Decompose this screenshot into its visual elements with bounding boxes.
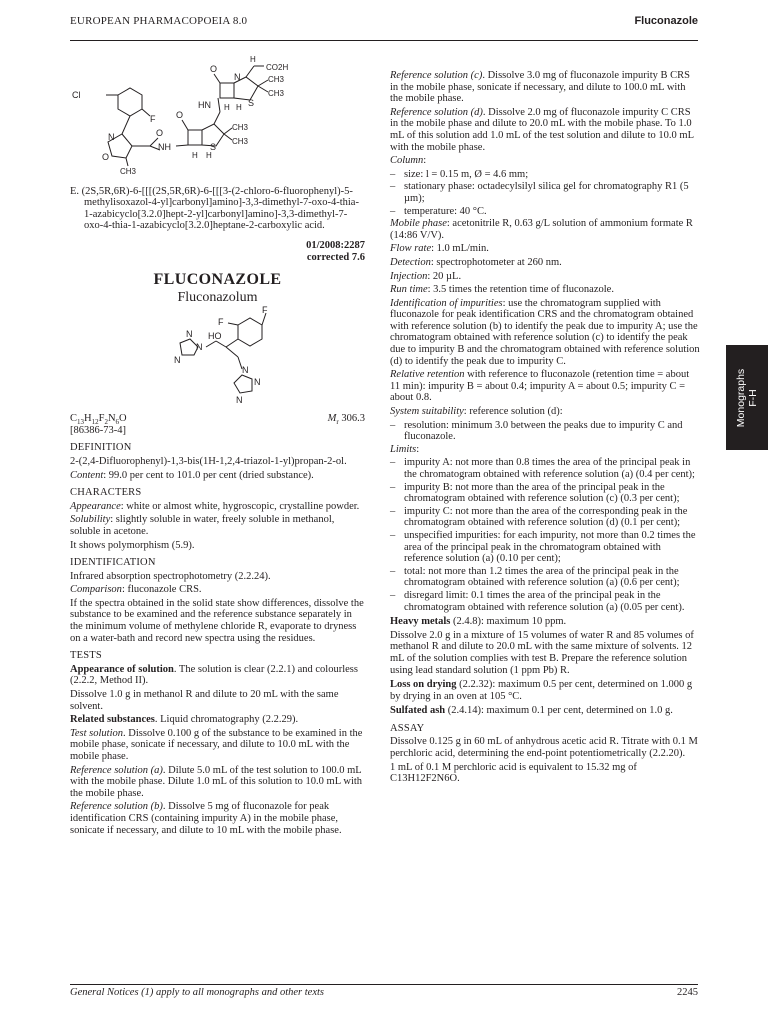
section-tab-label: Monographs F-H	[735, 368, 759, 427]
relative-molecular-mass: $M_r$ 306.3	[327, 412, 365, 426]
right-column	[390, 70, 700, 787]
dissolve-line: Dissolve 1.0 g in methanol R and dilute to 20 mL with the same solvent.	[70, 689, 339, 712]
structure-label-h-c: H	[224, 103, 230, 112]
fluconazole-label-n-e: N	[254, 377, 261, 388]
comparison-line: Comparison: fluconazole CRS.	[70, 584, 202, 596]
left-column	[70, 50, 365, 838]
monograph-reference: 01/2008:2287	[306, 239, 365, 251]
structure-label-f: F	[150, 114, 156, 124]
polymorphism-line: It shows polymorphism (5.9).	[70, 539, 195, 551]
structure-label-h-a: H	[192, 151, 198, 160]
structure-label-s-b: S	[248, 98, 255, 108]
structure-label-ch3-c: CH3	[232, 137, 249, 146]
fluconazole-structure	[70, 303, 365, 407]
footer-rule	[70, 984, 698, 985]
impurity-e-label: E.	[70, 185, 80, 197]
structure-label-h-e: H	[250, 55, 256, 64]
appearance-of-solution: Appearance of solution. The solution is clear (2.2.1) and colourless (2.2.2, Method II).	[70, 663, 358, 687]
appearance-line: Appearance: white or almost white, hygroscopic, crystalline powder.	[70, 500, 360, 512]
impurity-e-structure	[70, 50, 365, 178]
fluconazole-label-n-a: N	[196, 342, 203, 353]
molecular-formula-row	[70, 413, 365, 425]
identification-heading: IDENTIFICATION	[70, 557, 156, 569]
monograph-correction: corrected 7.6	[306, 251, 365, 263]
structure-label-o: O	[102, 152, 110, 162]
impurity-e-name: (2S,5R,6R)-6-[[[(2S,5R,6R)-6-[[[3-(2-chloro-6-fluorophenyl)-5-methylisoxazol-4-yl]carbonyl]amino]-3,3-dimethyl-7-oxo-4-thia-1-azabicyclo[3.2.0]hept-2-yl]carbonyl]amino]-3,3-dimethyl-7-oxo-4-thia-1-azabicyclo[3.2.0]heptane-2-carboxylic acid.	[81, 185, 359, 232]
structure-label-ch3-e: CH3	[268, 89, 285, 98]
run-time: Run time: 3.5 times the retention time of fluconazole.	[390, 284, 614, 296]
assay-heading: ASSAY	[390, 722, 425, 734]
structure-label-o-b: O	[156, 128, 164, 138]
limit-unspecified: – unspecified impurities: for each impurity, not more than 0.2 times the area of the principal peak in the chromatogram obtained with reference solution (a) (0.10 per cent);	[390, 530, 700, 565]
monograph-latin-name: Fluconazolum	[177, 289, 258, 305]
mobile-phase: Mobile phase: acetonitrile R, 0.63 g/L solution of ammonium formate R (14:86 V/V).	[390, 218, 693, 241]
reference-solution-a: Reference solution (a). Dilute 5.0 mL of the test solution to 100.0 mL with the mobile phase. Dilute 1.0 mL of this solution to 10.0 mL with the mobile phase.	[70, 764, 363, 799]
loss-on-drying: Loss on drying (2.2.32): maximum 0.5 per cent, determined on 1.000 g by drying in an oven at 105 °C.	[390, 679, 693, 702]
resolution: – resolution: minimum 3.0 between the peaks due to impurity C and fluconazole.	[390, 420, 700, 443]
limit-impurity-a: – impurity A: not more than 0.8 times the area of the principal peak in the chromatogram obtained with reference solution (a) (0.4 per cent);	[390, 457, 700, 480]
tests-heading: TESTS	[70, 650, 102, 662]
molecular-formula: $C_{13}H_{12}F_2N_6O$	[70, 412, 127, 426]
fluconazole-label-f-a: F	[262, 305, 268, 316]
column-heading: Column:	[390, 155, 427, 167]
fluconazole-label-n-f: N	[236, 395, 243, 406]
fluconazole-label-f-b: F	[218, 317, 224, 328]
injection: Injection: 20 µL.	[390, 270, 462, 282]
monograph-title: FLUCONAZOLE	[153, 270, 282, 288]
column-stationary-phase: – stationary phase: octadecylsilyl silica gel for chromatography R1 (5 µm);	[390, 181, 700, 204]
system-suitability: System suitability: reference solution (d):	[390, 406, 563, 418]
structure-label-nh: NH	[158, 142, 171, 152]
fluconazole-label-n-d: N	[242, 365, 249, 376]
structure-label-n: N	[108, 132, 115, 142]
ir-line: Infrared absorption spectrophotometry (2.2.24).	[70, 570, 271, 582]
structure-label-o-d: O	[210, 64, 218, 74]
fluconazole-label-ho: HO	[208, 331, 222, 342]
reference-solution-d: Reference solution (d). Dissolve 2.0 mg of fluconazole impurity C CRS in the mobile phase and dilute to 20.0 mL with the mobile phase. To 1.0 mL of this solution add 1.0 mL of the test solution and dilute to 10.0 mL with the mobile phase.	[390, 106, 694, 153]
heavy-metals-procedure: Dissolve 2.0 g in a mixture of 15 volumes of water R and 85 volumes of methanol R and dilute to 20.0 mL with the same mixture of solvents. 12 mL of the solution complies with test B. Prepare the reference solution using lead standard solution (1 ppm Pb) R.	[390, 629, 694, 676]
relative-retention: Relative retention with reference to fluconazole (retention time = about 11 min): impurity B = about 0.4; impurity A = about 0.5; impurity C = about 0.8.	[390, 369, 690, 404]
limit-impurity-b: – impurity B: not more than the area of the principal peak in the chromatogram obtained with reference solution (c) (0.3 per cent);	[390, 482, 700, 505]
section-tab	[726, 345, 768, 450]
characters-heading: CHARACTERS	[70, 487, 142, 499]
structure-label-co2h: CO2H	[266, 63, 289, 72]
header-rule	[70, 40, 698, 41]
impurity-e-entry	[70, 186, 365, 232]
solubility-line: Solubility: slightly soluble in water, freely soluble in methanol, soluble in acetone.	[70, 514, 335, 537]
definition-heading: DEFINITION	[70, 442, 132, 454]
limit-disregard: – disregard limit: 0.1 times the area of the principal peak in the chromatogram obtained with reference solution (a) (0.05 per cent).	[390, 590, 700, 613]
reference-solution-b: Reference solution (b). Dissolve 5 mg of fluconazole for peak identification CRS (containing impurity A) in the mobile phase, sonicate if necessary, and dilute to 10 mL with the mobile phase.	[70, 801, 342, 836]
sulfated-ash: Sulfated ash (2.4.14): maximum 0.1 per cent, determined on 1.0 g.	[390, 705, 673, 717]
structure-label-ch3-b: CH3	[232, 123, 249, 132]
fluconazole-label-n-b: N	[186, 329, 193, 340]
header-publication: EUROPEAN PHARMACOPOEIA 8.0	[70, 15, 248, 27]
fluconazole-label-n-c: N	[174, 355, 181, 366]
structure-label-ch3-a: CH3	[120, 167, 137, 176]
column-temperature: – temperature: 40 °C.	[390, 206, 700, 218]
detection: Detection: spectrophotometer at 260 nm.	[390, 256, 562, 268]
page-number: 2245	[677, 987, 698, 998]
structure-label-h-d: H	[236, 103, 242, 112]
identification-text: If the spectra obtained in the solid state show differences, dissolve the substance to be examined and the reference substance separately in the minimum volume of methylene chloride R, evaporate to dryness on a water-bath and record new spectra using the residues.	[70, 597, 364, 644]
content-line: Content: 99.0 per cent to 101.0 per cent (dried substance).	[70, 469, 314, 481]
structure-label-h-b: H	[206, 151, 212, 160]
reference-solution-c: Reference solution (c). Dissolve 3.0 mg of fluconazole impurity B CRS in the mobile phase, sonicate if necessary, and dilute to 100.0 mL with the mobile phase.	[390, 70, 690, 105]
running-header	[70, 16, 698, 34]
limits-heading: Limits:	[390, 443, 420, 455]
assay-text: Dissolve 0.125 g in 60 mL of anhydrous acetic acid R. Titrate with 0.1 M perchloric acid, determining the end-point potentiometrically (2.2.20).	[390, 736, 698, 760]
structure-label-s-a: S	[210, 142, 217, 152]
structure-label-n-b: N	[234, 72, 241, 82]
structure-label-o-c: O	[176, 110, 184, 120]
structure-label-hn: HN	[198, 100, 211, 110]
related-substances: Related substances. Liquid chromatography (2.2.29).	[70, 714, 299, 726]
limit-impurity-c: – impurity C: not more than the area of the corresponding peak in the chromatogram obtained with reference solution (d) (0.1 per cent);	[390, 506, 700, 529]
test-solution: Test solution. Dissolve 0.100 g of the substance to be examined in the mobile phase, sonicate if necessary, and dilute to 10.0 mL with the mobile phase.	[70, 727, 363, 762]
limit-total: – total: not more than 1.2 times the area of the principal peak in the chromatogram obtained with reference solution (a) (0.6 per cent);	[390, 566, 700, 589]
definition-text: 2-(2,4-Difluorophenyl)-1,3-bis(1H-1,2,4-triazol-1-yl)propan-2-ol.	[70, 455, 347, 467]
heavy-metals: Heavy metals (2.4.8): maximum 10 ppm.	[390, 616, 567, 628]
cas-number: [86386-73-4]	[70, 424, 126, 436]
column-size: – size: l = 0.15 m, Ø = 4.6 mm;	[390, 169, 700, 181]
assay-equivalence: 1 mL of 0.1 M perchloric acid is equivalent to 15.32 mg of C13H12F2N6O.	[390, 761, 637, 785]
structure-label-ch3-d: CH3	[268, 75, 285, 84]
header-monograph-name: Fluconazole	[634, 15, 698, 27]
flow-rate: Flow rate: 1.0 mL/min.	[390, 243, 489, 255]
identification-of-impurities: Identification of impurities: use the chromatogram supplied with fluconazole for peak identification CRS and the chromatogram obtained with reference solution (b) to identify the peak due to impurity A; use the chromatogram obtained with reference solution (c) to identify the peak due to impurity B and the chromatogram obtained with reference solution (d) to identify the peak due to impurity C.	[390, 297, 700, 367]
footer-note: General Notices (1) apply to all monographs and other texts	[70, 987, 325, 998]
structure-label-cl: Cl	[72, 90, 81, 100]
